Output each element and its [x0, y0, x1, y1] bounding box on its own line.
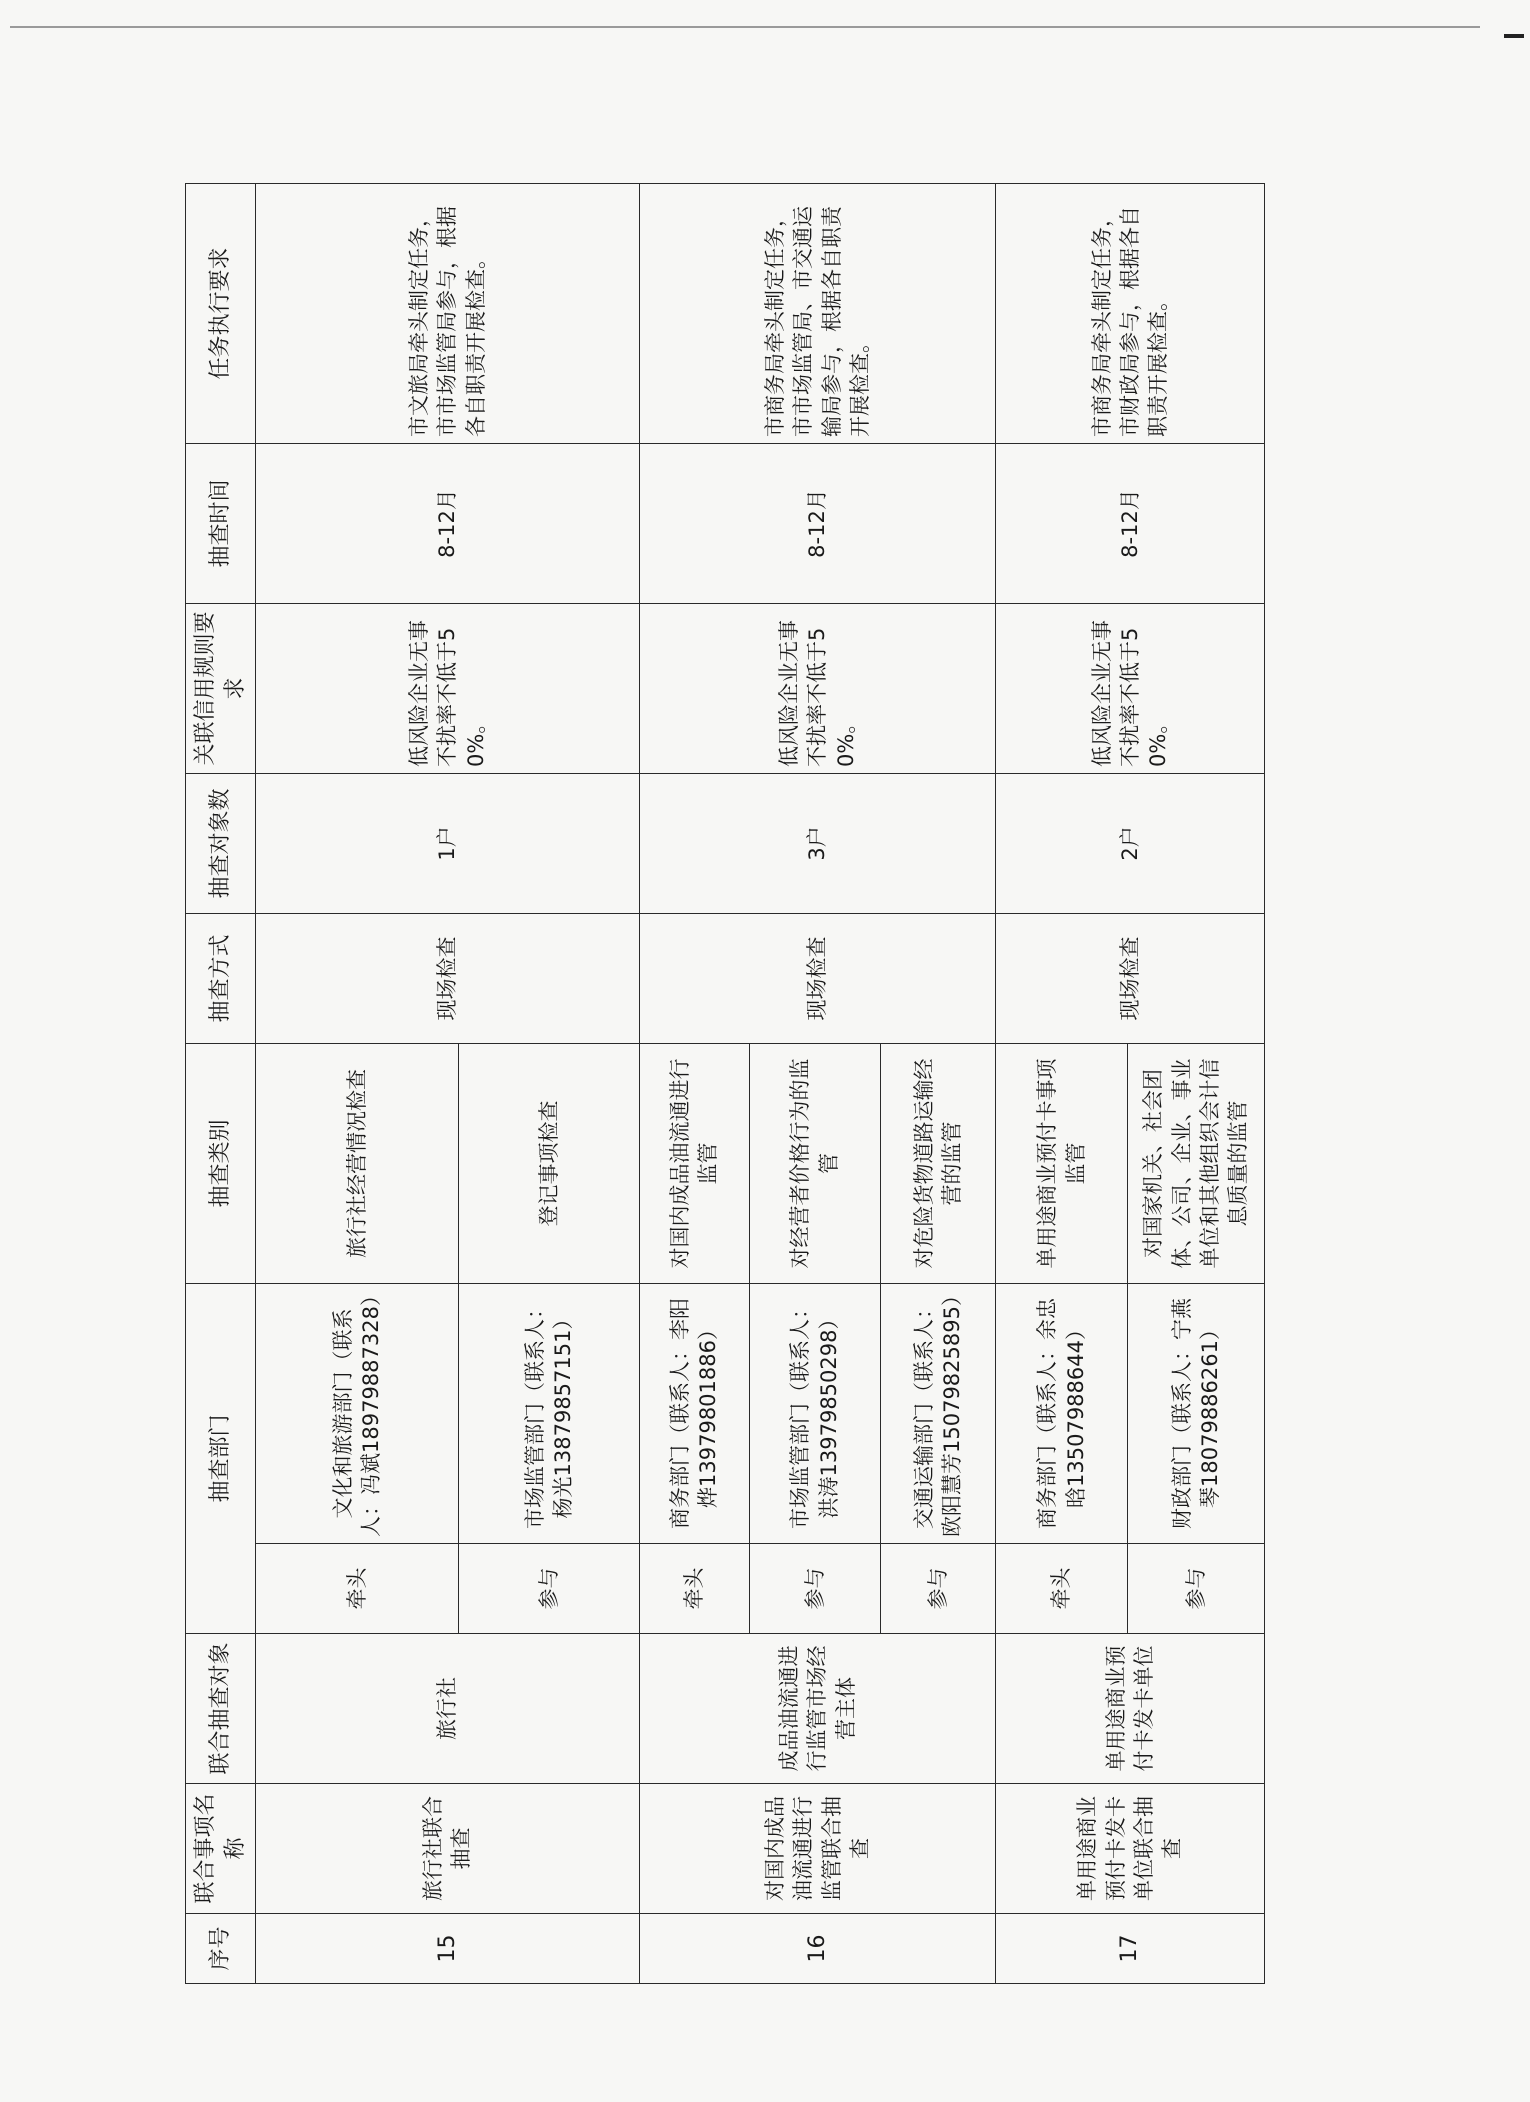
scan-corner-mark	[1504, 34, 1524, 38]
category-cell: 对国内成品油流通进行监管	[639, 1043, 749, 1283]
header-item-name: 联合事项名称	[186, 1784, 256, 1914]
category-cell: 对国家机关、社会团体、公司、企业、事业单位和其他组织会计信息质量的监管	[1127, 1043, 1264, 1283]
dept-cell: 交通运输部门（联系人：欧阳慧芳15079825895）	[881, 1283, 996, 1543]
credit-rule-cell: 低风险企业无事不扰率不低于50%。	[639, 603, 995, 773]
header-method: 抽查方式	[186, 913, 256, 1043]
role-cell: 牵头	[996, 1544, 1128, 1634]
dept-cell: 市场监管部门（联系人：洪涛13979850298）	[749, 1283, 881, 1543]
category-cell: 对经营者价格行为的监管	[749, 1043, 881, 1283]
time-cell: 8-12月	[996, 443, 1265, 603]
object-cell: 成品油流通进行监管市场经营主体	[639, 1634, 995, 1784]
count-cell: 2户	[996, 773, 1265, 913]
requirement-cell: 市商务局牵头制定任务，市市场监管局、市交通运输局参与，根据各自职责开展检查。	[639, 183, 995, 443]
category-cell: 对危险货物道路运输经营的监管	[881, 1043, 996, 1283]
category-cell: 单用途商业预付卡事项监管	[996, 1043, 1128, 1283]
count-cell: 3户	[639, 773, 995, 913]
role-cell: 牵头	[256, 1544, 459, 1634]
time-cell: 8-12月	[639, 443, 995, 603]
header-seq: 序号	[186, 1914, 256, 1984]
role-cell: 参与	[458, 1544, 639, 1634]
header-dept: 抽查部门	[186, 1283, 256, 1633]
dept-cell: 市场监管部门（联系人：杨光13879857151）	[458, 1283, 639, 1543]
dept-cell: 商务部门（联系人：李阳烨13979801886）	[639, 1283, 749, 1543]
dept-cell: 文化和旅游部门（联系人：冯斌18979887328）	[256, 1283, 459, 1543]
credit-rule-cell: 低风险企业无事不扰率不低于50%。	[996, 603, 1265, 773]
table-row	[996, 183, 1128, 1983]
requirement-cell: 市文旅局牵头制定任务，市市场监管局参与，根据各自职责开展检查。	[256, 183, 640, 443]
category-cell: 旅行社经营情况检查	[256, 1043, 459, 1283]
role-cell: 参与	[881, 1544, 996, 1634]
time-cell: 8-12月	[256, 443, 640, 603]
rotated-page	[185, 184, 1265, 1984]
role-cell: 牵头	[639, 1544, 749, 1634]
header-requirement: 任务执行要求	[186, 183, 256, 443]
role-cell: 参与	[749, 1544, 881, 1634]
seq-cell: 17	[996, 1914, 1265, 1984]
role-cell: 参与	[1127, 1544, 1264, 1634]
count-cell: 1户	[256, 773, 640, 913]
header-row	[186, 183, 256, 1983]
seq-cell: 15	[256, 1914, 640, 1984]
dept-cell: 财政部门（联系人：宁燕琴18079886261）	[1127, 1283, 1264, 1543]
table-row	[639, 183, 749, 1983]
table-row	[256, 183, 459, 1983]
header-category: 抽查类别	[186, 1043, 256, 1283]
requirement-cell: 市商务局牵头制定任务，市财政局参与，根据各自职责开展检查。	[996, 183, 1265, 443]
method-cell: 现场检查	[639, 913, 995, 1043]
dept-cell: 商务部门（联系人：余忠晗13507988644）	[996, 1283, 1128, 1543]
credit-rule-cell: 低风险企业无事不扰率不低于50%。	[256, 603, 640, 773]
header-credit-rule: 关联信用规则要求	[186, 603, 256, 773]
object-cell: 单用途商业预付卡发卡单位	[996, 1634, 1265, 1784]
scan-edge-line	[10, 26, 1480, 28]
header-count: 抽查对象数	[186, 773, 256, 913]
item-name-cell: 对国内成品油流通进行监管联合抽查	[639, 1784, 995, 1914]
item-name-cell: 单用途商业预付卡发卡单位联合抽查	[996, 1784, 1265, 1914]
header-time: 抽查时间	[186, 443, 256, 603]
item-name-cell: 旅行社联合抽查	[256, 1784, 640, 1914]
joint-inspection-table	[185, 183, 1265, 1984]
category-cell: 登记事项检查	[458, 1043, 639, 1283]
method-cell: 现场检查	[256, 913, 640, 1043]
object-cell: 旅行社	[256, 1634, 640, 1784]
seq-cell: 16	[639, 1914, 995, 1984]
method-cell: 现场检查	[996, 913, 1265, 1043]
header-object: 联合抽查对象	[186, 1634, 256, 1784]
